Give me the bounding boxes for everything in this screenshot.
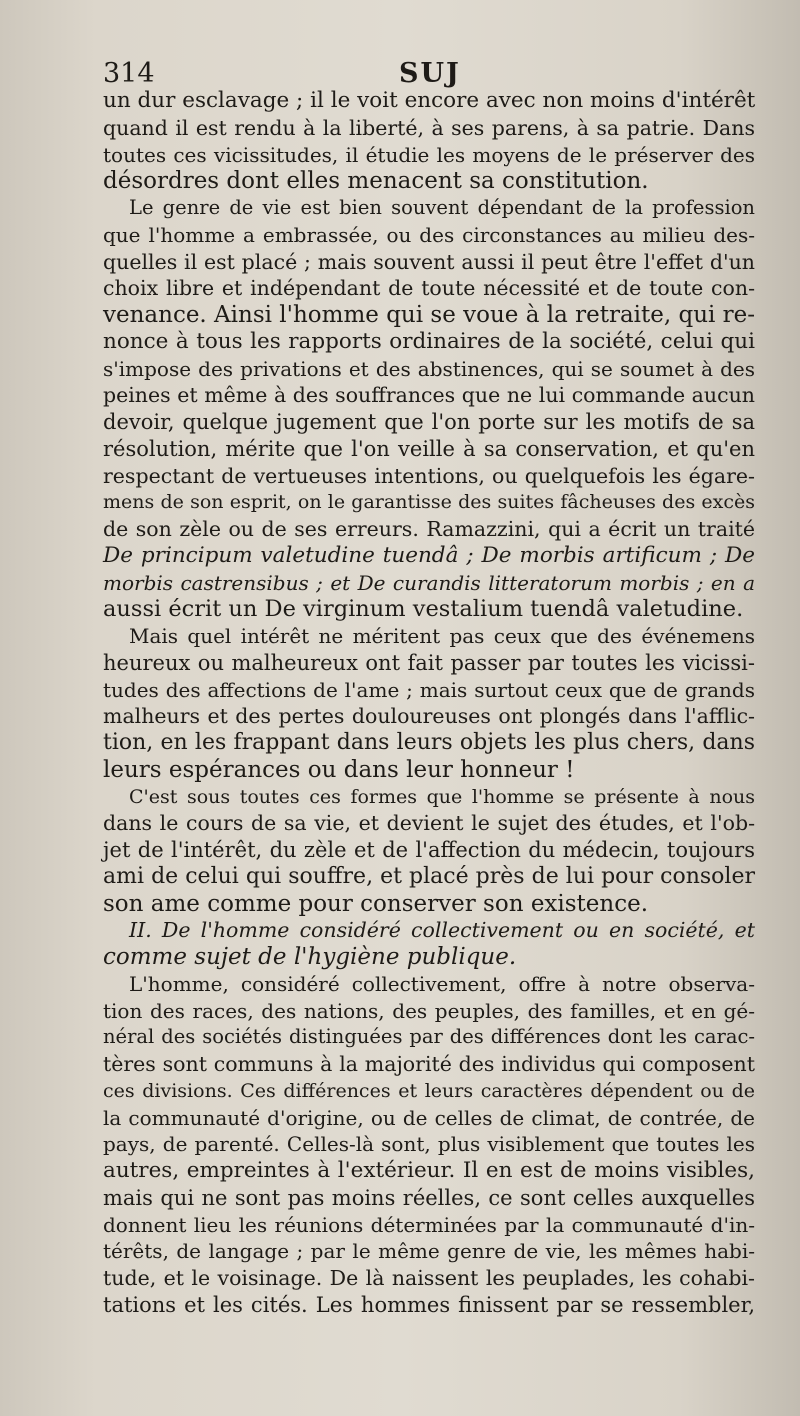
text-line: de son zèle ou de ses erreurs. Ramazzini, qui a écrit un traité (103, 517, 755, 541)
text-line: tères sont communs à la majorité des individus qui composent (103, 1052, 755, 1076)
text-line: néral des sociétés distinguées par des différences dont les carac- (103, 1025, 755, 1049)
text-line: Le genre de vie est bien souvent dépendant de la profession (129, 196, 755, 219)
section-heading-line: II. De l'homme considéré collectivement ou en société, et (129, 918, 755, 943)
text-line: térêts, de langage ; par le même genre de vie, les mêmes habi- (103, 1239, 755, 1264)
text-line: tude, et le voisinage. De là naissent les peuplades, les cohabi- (103, 1266, 755, 1290)
text-line: tudes des affections de l'ame ; mais surtout ceux que de grands (103, 677, 755, 702)
text-line: ami de celui qui souffre, et placé près de lui pour consoler (103, 863, 755, 889)
section-heading-line: comme sujet de l'hygiène publique. (103, 944, 517, 970)
text-line: mais qui ne sont pas moins réelles, ce sont celles auxquelles (103, 1185, 755, 1210)
text-line: aussi écrit un De virginum vestalium tuendâ valetudine. (103, 596, 744, 623)
body-text (103, 88, 755, 1319)
text-line: De principum valetudine tuendâ ; De morbis artificum ; De (103, 542, 755, 568)
text-line: peines et même à des souffrances que ne lui commande aucun (103, 383, 755, 408)
text-line: quelles il est placé ; mais souvent aussi il peut être l'effet d'un (103, 249, 755, 274)
text-line: heureux ou malheureux ont fait passer par toutes les vicissi- (103, 650, 755, 675)
text-line: jet de l'intérêt, du zèle et de l'affection du médecin, toujours (103, 838, 755, 862)
text-line: donnent lieu les réunions déterminées par la communauté d'in- (103, 1212, 755, 1237)
text-line: dans le cours de sa vie, et devient le sujet des études, et l'ob- (103, 811, 755, 836)
text-line: L'homme, considéré collectivement, offre à notre observa- (129, 971, 755, 996)
text-line: désordres dont elles menacent sa constitution. (103, 168, 649, 195)
text-line: pays, de parenté. Celles-là sont, plus visiblement que toutes les (103, 1132, 755, 1157)
text-line: résolution, mérite que l'on veille à sa conservation, et qu'en (103, 436, 755, 461)
text-line: un dur esclavage ; il le voit encore avec non moins d'intérêt (103, 88, 756, 113)
text-line: quand il est rendu à la liberté, à ses parens, à sa patrie. Dans (103, 115, 755, 140)
text-line: son ame comme pour conserver son existence. (103, 890, 649, 917)
text-line: toutes ces vicissitudes, il étudie les moyens de le préserver des (103, 142, 755, 167)
text-line: nonce à tous les rapports ordinaires de la société, celui qui (103, 328, 755, 354)
text-line: ces divisions. Ces différences et leurs caractères dépendent ou de (103, 1079, 755, 1102)
text-line: s'impose des privations et des abstinences, qui se soumet à des (103, 356, 755, 381)
text-line: C'est sous toutes ces formes que l'homme se présente à nous (129, 785, 755, 808)
text-line: la communauté d'origine, ou de celles de climat, de contrée, de (103, 1105, 755, 1130)
text-line: morbis castrensibus ; et De curandis litteratorum morbis ; en a (103, 570, 755, 595)
text-line: tion, en les frappant dans leurs objets les plus chers, dans (103, 730, 755, 755)
text-line: devoir, quelque jugement que l'on porte sur les motifs de sa (103, 410, 755, 434)
text-line: venance. Ainsi l'homme qui se voue à la retraite, qui re- (103, 302, 756, 328)
text-line: leurs espérances ou dans leur honneur ! (103, 756, 575, 783)
text-line: autres, empreintes à l'extérieur. Il en est de moins visibles, (103, 1158, 755, 1183)
page-number: 314 (103, 58, 155, 89)
text-line: malheurs et des pertes douloureuses ont plongés dans l'afflic- (103, 704, 755, 729)
running-head: SUJ (399, 58, 461, 89)
text-line: mens de son esprit, on le garantisse des suites fâcheuses des excès (103, 491, 755, 514)
text-line: choix libre et indépendant de toute nécessité et de toute con- (103, 276, 755, 301)
text-line: tations et les cités. Les hommes finissent par se ressembler, (103, 1292, 755, 1317)
text-line: respectant de vertueuses intentions, ou quelquefois les égare- (103, 463, 755, 488)
page-header (103, 58, 753, 92)
text-line: que l'homme a embrassée, ou des circonstances au milieu des- (103, 222, 755, 247)
text-line: tion des races, des nations, des peuples, des familles, et en gé- (103, 998, 755, 1023)
text-line: Mais quel intérêt ne méritent pas ceux que des événemens (129, 624, 755, 648)
